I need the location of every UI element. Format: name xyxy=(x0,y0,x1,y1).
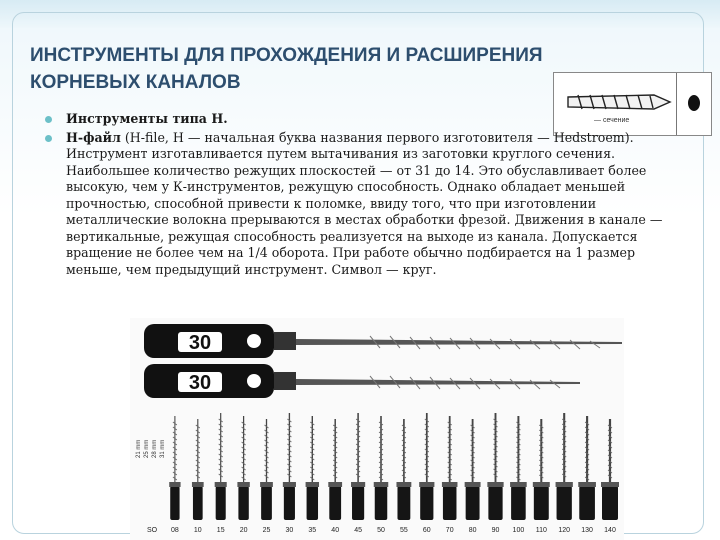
small-file xyxy=(215,413,227,520)
size-label: 35 xyxy=(308,527,317,534)
small-file xyxy=(396,419,411,520)
size-label: 45 xyxy=(354,527,362,534)
size-label: 25 xyxy=(262,527,271,534)
small-file xyxy=(556,413,573,520)
size-label: 15 xyxy=(216,527,225,534)
size-label: SO xyxy=(146,527,158,534)
size-label: 80 xyxy=(468,527,477,534)
inset-divider xyxy=(676,73,677,135)
small-file xyxy=(328,419,342,520)
size-label: 120 xyxy=(558,527,571,534)
size-label: 10 xyxy=(193,527,202,534)
size-label: 140 xyxy=(604,527,616,534)
small-files-row xyxy=(169,413,619,520)
round-cross-section-symbol xyxy=(688,95,700,111)
bullet-marker xyxy=(45,116,52,123)
size-label: 40 xyxy=(331,527,340,534)
small-file xyxy=(374,416,389,520)
small-file xyxy=(237,416,249,520)
small-file xyxy=(260,419,273,520)
small-file xyxy=(419,413,434,520)
bullet-list xyxy=(44,111,676,280)
title-line-2: КОРНЕВЫХ КАНАЛОВ xyxy=(30,72,241,93)
size-label: 50 xyxy=(377,527,385,534)
size-label: 130 xyxy=(581,527,593,534)
size-label: 20 xyxy=(239,527,248,534)
ruler-label-2: 25 mm xyxy=(144,439,150,458)
size-label: 90 xyxy=(491,527,500,534)
small-file xyxy=(192,419,204,520)
size-label: 70 xyxy=(445,527,454,534)
ruler-labels xyxy=(136,440,166,458)
inset-label: — сечение xyxy=(594,117,630,124)
small-file xyxy=(306,416,319,520)
size-labels-row xyxy=(147,527,616,534)
bullet-marker xyxy=(45,135,52,142)
size-label: 30 xyxy=(285,527,294,534)
small-file xyxy=(283,413,296,520)
size-label: 08 xyxy=(171,527,179,534)
small-file xyxy=(487,413,503,520)
size-label: 100 xyxy=(512,527,525,534)
large-file-1 xyxy=(144,324,622,358)
ruler-label-4: 31 mm xyxy=(160,439,166,458)
small-file xyxy=(578,416,596,520)
bullet-1-bold: Инструменты типа Н. xyxy=(66,111,228,126)
handle-label-2: 30 xyxy=(188,372,212,394)
ruler-label-3: 28 mm xyxy=(152,439,158,458)
bullet-item-2 xyxy=(44,130,676,279)
size-label: 110 xyxy=(535,527,547,534)
small-file xyxy=(601,419,619,520)
instruments-photo-drawing xyxy=(130,318,624,540)
size-label: 60 xyxy=(422,527,431,534)
small-file xyxy=(351,413,365,520)
small-file xyxy=(442,416,458,520)
h-file-instruments-photo xyxy=(130,318,624,540)
bullet-item-1 xyxy=(44,111,676,128)
ruler-label-1: 21 mm xyxy=(136,439,142,458)
small-file xyxy=(510,416,527,520)
title-line-1: ИНСТРУМЕНТЫ ДЛЯ ПРОХОЖДЕНИЯ И РАСШИРЕНИЯ xyxy=(30,45,543,66)
handle-label-1: 30 xyxy=(188,332,212,354)
slide-title xyxy=(30,42,550,96)
bullet-2-text: (H-file, Н — начальная буква названия первого изготовителя — Hedstroem). Инструмент изготавливается путем вытачивания из заготовки круглого сечения. Наибольшее количество режущих плоскостей — от 31 до 14. Это обуславливает более высокую, чем у К-инструментов, режущую способность. Однако обладает меньшей прочностью, способной привести к поломке, ввиду того, что при изготовлении металлические волокна прерываются в местах обработки фрезой. Движения в канале — вертикальные, режущая способность реализуется на выходе из канала. Допускается вращение не более чем на 1/4 оборота. При работе обычно подбирается на 1 размер меньше, чем предыдущий инструмент. Символ — круг. xyxy=(66,129,663,277)
small-file xyxy=(533,419,550,520)
size-label: 55 xyxy=(400,527,408,534)
bullet-2-bold: Н-файл xyxy=(66,129,121,145)
small-file xyxy=(169,416,180,520)
small-file xyxy=(465,419,481,520)
